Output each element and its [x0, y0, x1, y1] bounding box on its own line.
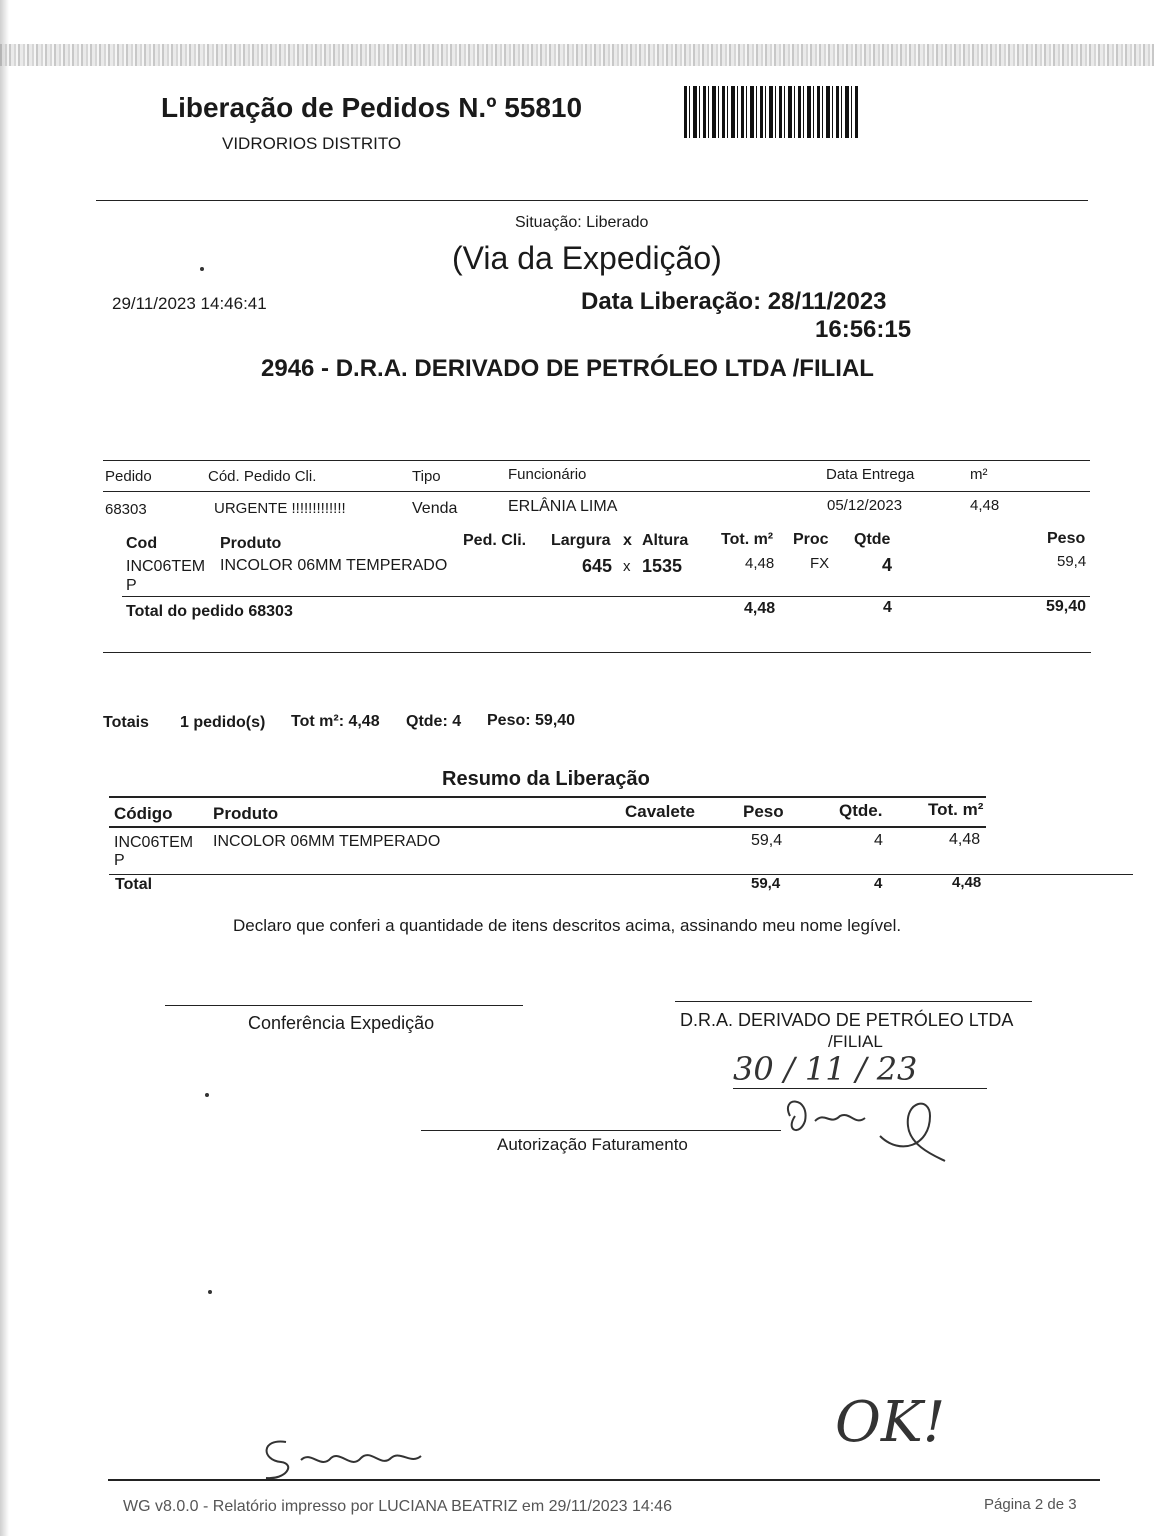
- order-total-label: Total do pedido 68303: [126, 603, 293, 620]
- resumo-header-cavalete: Cavalete: [625, 802, 695, 821]
- order-tipo: Venda: [412, 500, 458, 517]
- handwritten-signature: [770, 1086, 960, 1166]
- item-proc: FX: [810, 555, 830, 572]
- item-header-proc: Proc: [793, 531, 829, 548]
- totais-pedidos: 1 pedido(s): [180, 714, 266, 731]
- order-funcionario: ERLÂNIA LIMA: [508, 498, 618, 515]
- item-tot-m2: 4,48: [745, 555, 775, 572]
- document-title: Liberação de Pedidos N.º 55810: [161, 92, 583, 123]
- order-total-qtde: 4: [883, 599, 892, 616]
- totais-qtde: Qtde: 4: [406, 713, 462, 730]
- resumo-total-label: Total: [115, 876, 153, 893]
- resumo-header-qtde: Qtde.: [839, 801, 883, 820]
- item-largura: 645: [582, 556, 613, 576]
- resumo-top-border: [109, 796, 986, 798]
- scan-edge: [0, 0, 9, 1536]
- data-liberacao-time: 16:56:15: [815, 316, 912, 343]
- order-data-entrega: 05/12/2023: [827, 497, 903, 514]
- item-cod: INC06TEM: [126, 558, 206, 575]
- resumo-qtde: 4: [874, 832, 883, 849]
- declaration-text: Declaro que conferi a quantidade de itens descritos acima, assinando meu nome legível.: [233, 916, 902, 935]
- scan-speck: [200, 267, 204, 271]
- item-header-cod: Cod: [126, 535, 158, 552]
- item-qtde: 4: [882, 555, 893, 575]
- resumo-produto: INCOLOR 06MM TEMPERADO: [213, 833, 441, 850]
- totais-m2: Tot m²: 4,48: [291, 713, 380, 730]
- item-x: x: [623, 558, 631, 575]
- item-header-ped-cli: Ped. Cli.: [463, 532, 527, 549]
- totais-label: Totais: [103, 714, 149, 731]
- resumo-codigo: INC06TEM: [114, 834, 194, 851]
- data-liberacao: Data Liberação: 28/11/2023: [581, 288, 887, 315]
- order-total-peso: 59,40: [1046, 598, 1087, 615]
- item-header-altura: Altura: [642, 532, 689, 549]
- table-header-border: [103, 491, 1090, 492]
- item-peso: 59,4: [1057, 553, 1087, 570]
- item-header-largura: Largura: [551, 532, 611, 549]
- client-name: 2946 - D.R.A. DERIVADO DE PETRÓLEO LTDA /FILIAL: [261, 355, 874, 382]
- handwritten-initials: [256, 1430, 436, 1486]
- resumo-peso: 59,4: [751, 832, 783, 849]
- barcode-icon: [684, 86, 860, 138]
- scan-artifact-band: [0, 44, 1154, 66]
- resumo-header-peso: Peso: [743, 802, 784, 821]
- company-name: VIDRORIOS DISTRITO: [222, 134, 402, 153]
- autorizacao-label: Autorização Faturamento: [497, 1135, 688, 1154]
- resumo-title: Resumo da Liberação: [442, 768, 650, 790]
- col-header-tipo: Tipo: [412, 468, 441, 485]
- order-cod-pedido-cli: URGENTE !!!!!!!!!!!!!: [214, 500, 346, 517]
- signature-line-company: [675, 1001, 1032, 1002]
- resumo-header-tot-m2: Tot. m²: [928, 800, 984, 819]
- handwritten-date: 30 / 11 / 23: [733, 1050, 918, 1088]
- resumo-tot-m2: 4,48: [949, 831, 981, 848]
- item-total-border: [122, 596, 1090, 597]
- item-header-x: x: [623, 532, 632, 549]
- resumo-total-qtde: 4: [874, 875, 883, 892]
- print-timestamp: 29/11/2023 14:46:41: [112, 294, 267, 313]
- resumo-total-tot-m2: 4,48: [952, 874, 982, 891]
- item-header-produto: Produto: [220, 535, 282, 552]
- order-total-m2: 4,48: [744, 600, 776, 617]
- item-header-peso: Peso: [1047, 530, 1086, 547]
- resumo-header-codigo: Código: [114, 804, 173, 823]
- col-header-m2: m²: [970, 466, 988, 483]
- footer-divider: [108, 1479, 1100, 1481]
- col-header-funcionario: Funcionário: [508, 466, 587, 483]
- col-header-data-entrega: Data Entrega: [826, 466, 915, 483]
- scan-speck: [205, 1093, 209, 1097]
- order-m2: 4,48: [970, 497, 1000, 514]
- item-header-qtde: Qtde: [854, 531, 891, 548]
- item-produto: INCOLOR 06MM TEMPERADO: [220, 557, 448, 574]
- order-pedido: 68303: [105, 501, 147, 518]
- resumo-total-peso: 59,4: [751, 875, 781, 892]
- handwritten-ok: OK!: [835, 1390, 946, 1455]
- resumo-codigo-cont: P: [114, 852, 125, 869]
- resumo-header-produto: Produto: [213, 804, 279, 823]
- table-bottom-border: [103, 652, 1091, 653]
- company-signature-label-cont: /FILIAL: [828, 1032, 883, 1051]
- item-cod-cont: P: [126, 577, 137, 594]
- table-top-border: [103, 460, 1090, 461]
- company-signature-label: D.R.A. DERIVADO DE PETRÓLEO LTDA: [680, 1010, 1014, 1030]
- divider: [96, 200, 1088, 201]
- item-altura: 1535: [642, 556, 683, 576]
- signature-line-conferencia: [165, 1005, 523, 1006]
- item-header-tot-m2: Tot. m²: [721, 531, 774, 548]
- footer-page-number: Página 2 de 3: [984, 1496, 1077, 1513]
- via-label: (Via da Expedição): [452, 240, 722, 276]
- footer-printed-by: WG v8.0.0 - Relatório impresso por LUCIANA BEATRIZ em 29/11/2023 14:46: [123, 1498, 672, 1515]
- resumo-header-border: [109, 826, 986, 828]
- signature-line-autorizacao: [421, 1130, 781, 1131]
- totais-peso: Peso: 59,40: [487, 712, 576, 729]
- scan-speck: [208, 1290, 212, 1294]
- col-header-pedido: Pedido: [105, 468, 152, 485]
- col-header-cod-pedido-cli: Cód. Pedido Cli.: [208, 468, 317, 485]
- situacao-status: Situação: Liberado: [515, 214, 649, 231]
- conferencia-label: Conferência Expedição: [248, 1013, 435, 1033]
